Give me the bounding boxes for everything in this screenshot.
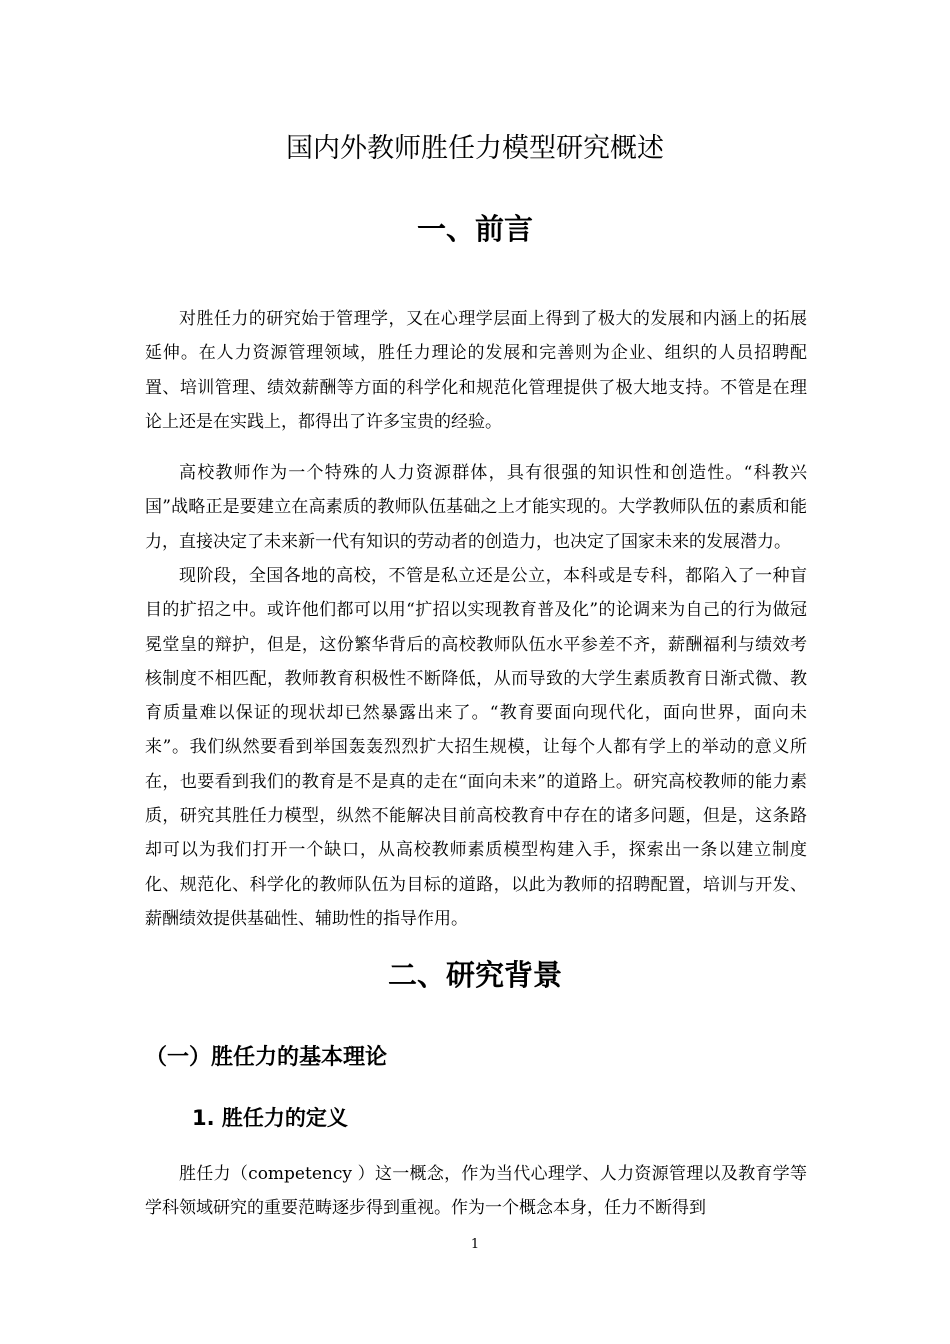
section-heading-preface: 一、前言 — [416, 212, 533, 246]
section-heading-background: 二、研究背景 — [387, 958, 562, 992]
subsection-heading-basic-theory: （一）胜任力的基本理论 — [145, 1045, 388, 1070]
page-number: 1 — [470, 1237, 480, 1252]
preface-paragraph-1: 对胜任力的研究始于管理学，又在心理学层面上得到了极大的发展和内涵上的拓展延伸。在人力资源管理领域，胜任力理论的发展和完善则为企业、组织的人员招聘配置、培训管理、绩效薪酬等方面的科学化和规范化管理提供了极大地支持。不管是在理论上还是在实践上，都得出了许多宝贵的经验。 — [145, 309, 807, 432]
preface-paragraph-2: 高校教师作为一个特殊的人力资源群体，具有很强的知识性和创造性。“科教兴国”战略正是要建立在高素质的教师队伍基础之上才能实现的。大学教师队伍的素质和能力，直接决定了未来新一代有知识的劳动者的创造力，也决定了国家未来的发展潜力。 — [145, 463, 807, 552]
definition-paragraph: 胜任力（competency ）这一概念，作为当代心理学、人力资源管理以及教育学等学科领域研究的重要范畴逐步得到重视。作为一个概念本身，任力不断得到 — [145, 1164, 807, 1219]
item-heading-definition: 1. 胜任力的定义 — [192, 1106, 348, 1130]
preface-paragraph-3: 现阶段，全国各地的高校，不管是私立还是公立，本科或是专科，都陷入了一种盲目的扩招之中。或许他们都可以用“扩招以实现教育普及化”的论调来为自己的行为做冠冕堂皇的辩护，但是，这份繁华背后的高校教师队伍水平参差不齐，薪酬福利与绩效考核制度不相匹配，教师教育积极性不断降低，从而导致的大学生素质教育日渐式微、教育质量难以保证的现状却已然暴露出来了。“教育要面向现代化，面向世界，面向未来”。我们纵然要看到举国轰轰烈烈扩大招生规模，让每个人都有学上的举动的意义所在，也要看到我们的教育是不是真的走在“面向未来”的道路上。研究高校教师的能力素质，研究其胜任力模型，纵然不能解决目前高校教育中存在的诸多问题，但是，这条路却可以为我们打开一个缺口，从高校教师素质模型构建入手，探索出一条以建立制度化、规范化、科学化的教师队伍为目标的道路，以此为教师的招聘配置，培训与开发、薪酬绩效提供基础性、辅助性的指导作用。 — [145, 566, 807, 929]
document-title: 国内外教师胜任力模型研究概述 — [286, 133, 664, 164]
